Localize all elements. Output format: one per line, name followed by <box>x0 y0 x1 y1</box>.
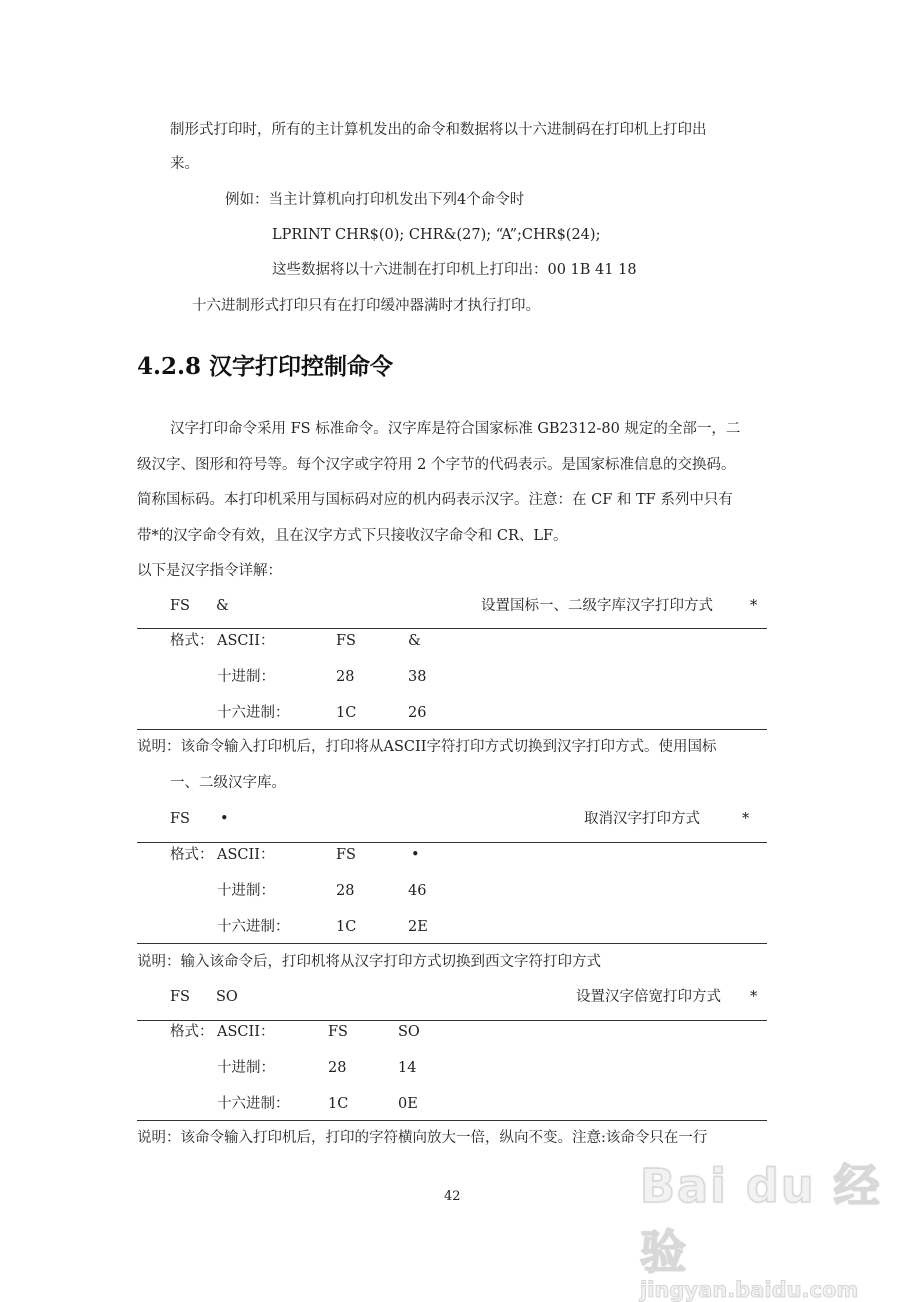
value: 26 <box>408 705 427 721</box>
value: 28 <box>336 669 355 685</box>
command-code: FS <box>170 811 190 827</box>
value: FS <box>336 847 356 863</box>
star-mark: * <box>750 989 758 1005</box>
divider <box>137 729 767 730</box>
format-label: 格式： <box>170 633 214 649</box>
para-line: 级汉字、图形和符号等。每个汉字或字符用 2 个字节的代码表示。是国家标准信息的交换码。 <box>137 457 736 473</box>
intro-note: 十六进制形式打印只有在打印缓冲器满时才执行打印。 <box>192 298 540 314</box>
star-mark: * <box>750 598 758 614</box>
value: 14 <box>398 1060 417 1076</box>
hex-label: 十六进制： <box>217 1096 290 1112</box>
ascii-label: ASCII： <box>217 1024 275 1040</box>
intro-line: 来。 <box>170 156 199 172</box>
baidu-watermark <box>640 1150 905 1302</box>
output-sample: 这些数据将以十六进制在打印机上打印出：00 1B 41 18 <box>272 262 637 278</box>
value: 46 <box>408 883 427 899</box>
list-intro: 以下是汉字指令详解： <box>137 563 282 579</box>
intro-line: 制形式打印时，所有的主计算机发出的命令和数据将以十六进制码在打印机上打印出 <box>170 122 707 138</box>
watermark-url: jingyan.baidu.com <box>640 1278 859 1302</box>
para-line: 汉字打印命令采用 FS 标准命令。汉字库是符合国家标准 GB2312-80 规定的全部一，二 <box>170 421 741 437</box>
watermark-logo: Bai du 经验 <box>640 1159 882 1279</box>
divider <box>137 1020 767 1021</box>
dec-label: 十进制： <box>217 1060 275 1076</box>
value: 28 <box>336 883 355 899</box>
hex-label: 十六进制： <box>217 705 290 721</box>
value: & <box>408 633 421 649</box>
command-description: 说明：输入该命令后，打印机将从汉字打印方式切换到西文字符打印方式 <box>137 954 601 970</box>
divider <box>137 628 767 629</box>
command-title: 设置国标一、二级字库汉字打印方式 <box>481 598 713 614</box>
hex-label: 十六进制： <box>217 919 290 935</box>
divider <box>137 1120 767 1121</box>
code-sample: LPRINT CHR$(0); CHR&(27); “A”;CHR$(24); <box>272 227 601 243</box>
command-code: FS <box>170 989 190 1005</box>
value: 0E <box>398 1096 418 1112</box>
value: FS <box>328 1024 348 1040</box>
command-code: & <box>216 598 229 614</box>
value: 1C <box>328 1096 349 1112</box>
command-title: 取消汉字打印方式 <box>584 811 700 827</box>
page-number: 42 <box>444 1189 461 1204</box>
command-description: 说明：该命令输入打印机后，打印的字符横向放大一倍，纵向不变。注意:该命令只在一行 <box>137 1130 708 1146</box>
value: SO <box>398 1024 420 1040</box>
format-label: 格式： <box>170 1024 214 1040</box>
command-description: 说明：该命令输入打印机后，打印将从ASCII字符打印方式切换到汉字打印方式。使用国标 <box>137 739 717 755</box>
dec-label: 十进制： <box>217 883 275 899</box>
value: 2E <box>408 919 428 935</box>
star-mark: * <box>742 811 750 827</box>
value: 1C <box>336 919 357 935</box>
value: 28 <box>328 1060 347 1076</box>
value: 1C <box>336 705 357 721</box>
dec-label: 十进制： <box>217 669 275 685</box>
para-line: 带*的汉字命令有效，且在汉字方式下只接收汉字命令和 CR、LF。 <box>137 528 568 544</box>
ascii-label: ASCII： <box>217 633 275 649</box>
section-heading: 4.2.8 汉字打印控制命令 <box>137 353 394 380</box>
command-description: 一、二级汉字库。 <box>170 775 286 791</box>
value: • <box>411 847 420 863</box>
value: 38 <box>408 669 427 685</box>
command-code: FS <box>170 598 190 614</box>
value: FS <box>336 633 356 649</box>
command-code: • <box>220 811 229 827</box>
format-label: 格式： <box>170 847 214 863</box>
divider <box>137 943 767 944</box>
divider <box>137 842 767 843</box>
example-label: 例如：当主计算机向打印机发出下列4个命令时 <box>225 192 525 208</box>
command-code: SO <box>216 989 238 1005</box>
para-line: 简称国标码。本打印机采用与国标码对应的机内码表示汉字。注意：在 CF 和 TF 系列中只有 <box>137 492 733 508</box>
command-title: 设置汉字倍宽打印方式 <box>576 989 721 1005</box>
ascii-label: ASCII： <box>217 847 275 863</box>
